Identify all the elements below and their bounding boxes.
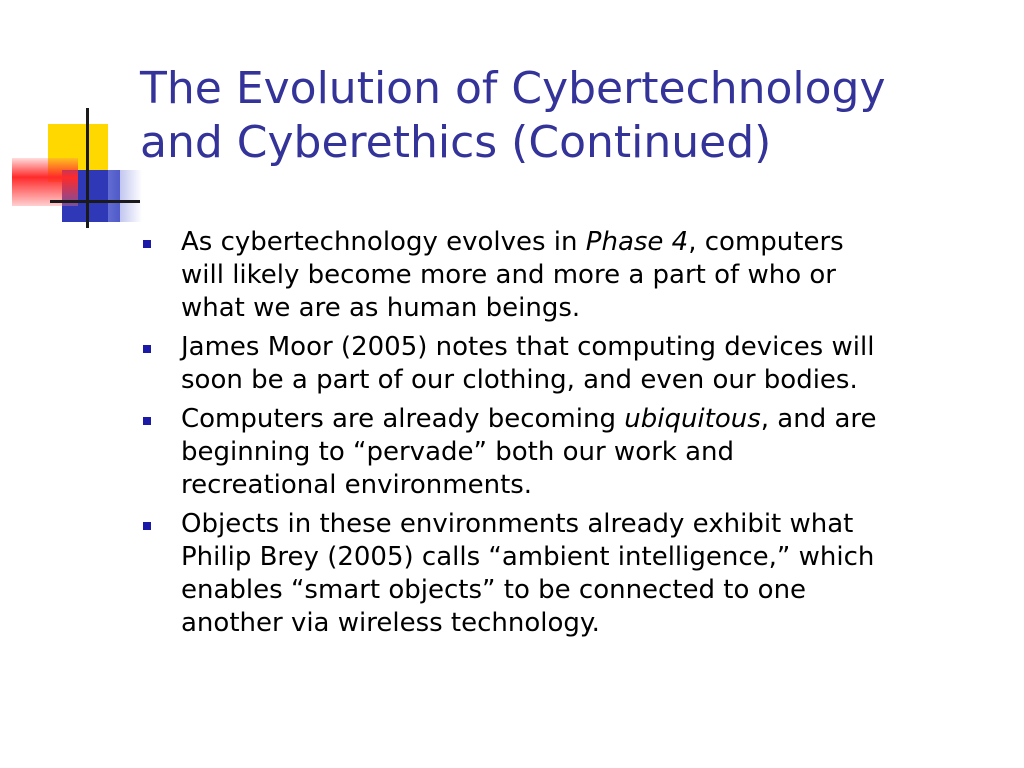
square-bullet-icon [143,522,151,530]
bullet-line: James Moor (2005) notes that computing devices will [181,332,875,362]
bullet-line: another via wireless technology. [181,608,600,638]
bullet-list [140,226,1000,646]
bullet-line: what we are as human beings. [181,293,581,323]
blue-fade-shape [108,170,142,222]
vertical-line-shape [86,108,89,228]
red-square-shape [12,158,78,206]
slide-title-line: and Cyberethics (Continued) [140,117,772,168]
bullet-item [140,226,1000,325]
bullet-line [181,403,1000,436]
square-bullet-icon [143,345,151,353]
bullet-text: Computers are already becoming [181,404,625,434]
bullet-text: , computers [688,227,844,257]
bullet-text-italic: Phase 4 [585,227,689,257]
bullet-text-italic: ubiquitous [624,404,761,434]
bullet-line: Objects in these environments already exhibit what [181,509,854,539]
slide-title [140,62,1010,170]
bullet-line: Philip Brey (2005) calls “ambient intelligence,” which [181,542,875,572]
decorative-corner-graphic [0,0,140,240]
bullet-line: will likely become more and more a part of who or [181,260,836,290]
bullet-line [181,226,1000,259]
square-bullet-icon [143,240,151,248]
bullet-item [140,331,1000,397]
bullet-text: As cybertechnology evolves in [181,227,586,257]
bullet-text: , and are [760,404,877,434]
horizontal-line-shape [50,200,140,203]
bullet-line: soon be a part of our clothing, and even our bodies. [181,365,858,395]
bullet-line: beginning to “pervade” both our work and [181,437,735,467]
slide-title-line: The Evolution of Cybertechnology [140,63,886,114]
bullet-item [140,403,1000,502]
bullet-line: recreational environments. [181,470,533,500]
square-bullet-icon [143,417,151,425]
bullet-item [140,508,1000,640]
bullet-line: enables “smart objects” to be connected to one [181,575,807,605]
